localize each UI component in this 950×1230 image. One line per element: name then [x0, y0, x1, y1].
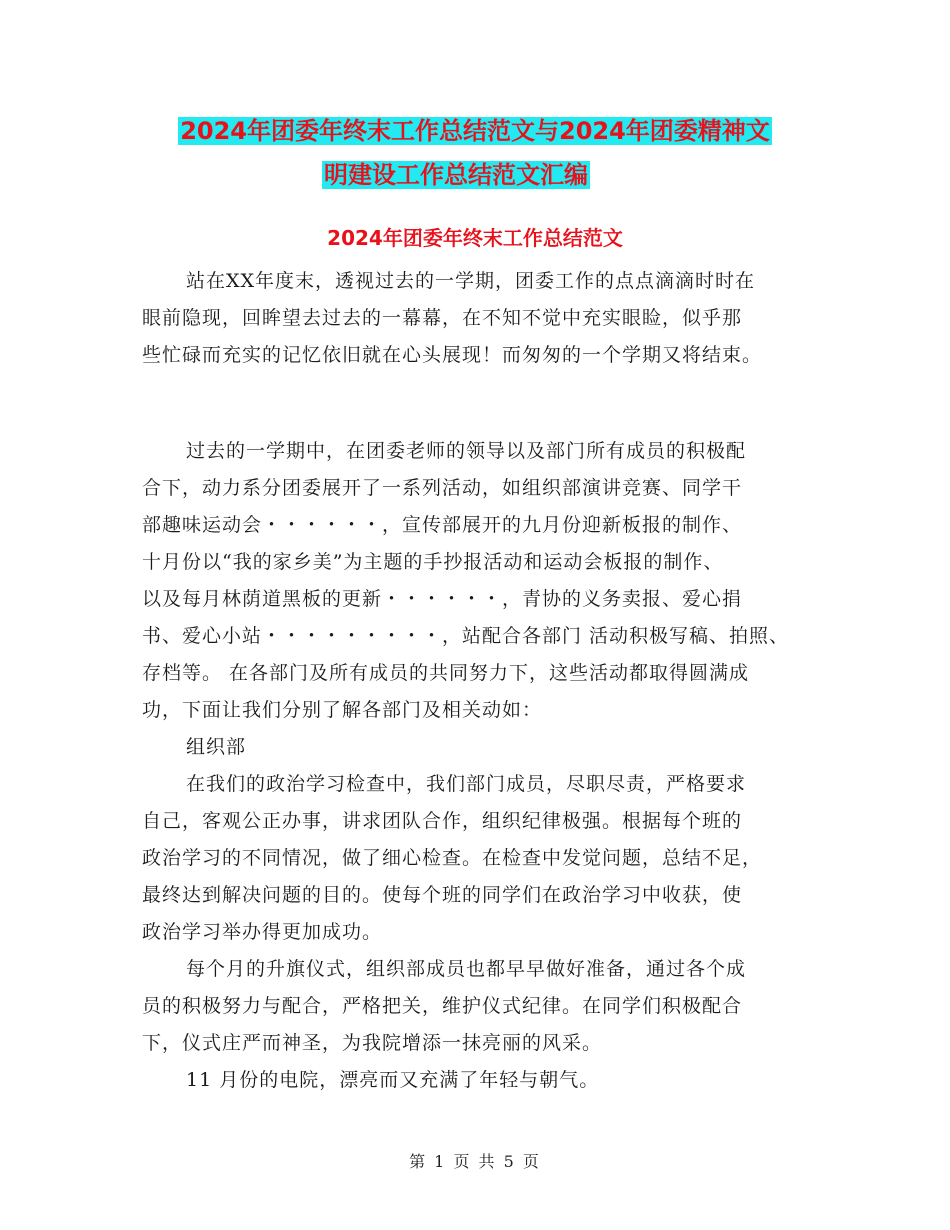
paragraph-line: 功，下面让我们分别了解各部门及相关动如：: [142, 699, 543, 721]
paragraph-line: 自己，客观公正办事，讲求团队合作，组织纪律极强。根据每个班的: [142, 810, 743, 832]
document-title-text-2: 明建设工作总结范文汇编: [324, 161, 588, 189]
paragraph-line: 过去的一学期中，在团委老师的领导以及部门所有成员的积极配: [186, 440, 747, 462]
paragraph-line: 存档等。 在各部门及所有成员的共同努力下，这些活动都取得圆满成: [142, 662, 750, 684]
paragraph-line: 合下，动力系分团委展开了一系列活动，如组织部演讲竞赛、同学干: [142, 477, 743, 499]
document-title-line-2: [0, 155, 950, 195]
paragraph-line: 书、爱心小站・・・・・・・・・，站配合各部门 活动积极写稿、拍照、: [142, 625, 790, 647]
paragraph-line: 站在XX年度末，透视过去的一学期，团委工作的点点滴滴时时在: [186, 270, 756, 292]
page-number-footer: 第 1 页 共 5 页: [409, 1152, 541, 1171]
paragraph-line: 政治学习举办得更加成功。: [142, 921, 383, 943]
paragraph-line: 十月份以“我的家乡美”为主题的手抄报活动和运动会板报的制作、: [142, 551, 724, 573]
paragraph-line: 些忙碌而充实的记忆依旧就在心头展现！而匆匆的一个学期又将结束。: [142, 344, 763, 366]
paragraph-line: 在我们的政治学习检查中，我们部门成员，尽职尽责，严格要求: [186, 773, 747, 795]
paragraph-line: 以及每月林荫道黑板的更新・・・・・・，青协的义务卖报、爱心捐: [142, 588, 743, 610]
paragraph-line: 政治学习的不同情况，做了细心检查。在检查中发觉问题，总结不足，: [142, 847, 763, 869]
paragraph-line: 11 月份的电院，漂亮而又充满了年轻与朝气。: [186, 1069, 600, 1091]
paragraph-line: 下，仪式庄严而神圣，为我院增添一抹亮丽的风采。: [142, 1032, 603, 1054]
paragraph-line: 眼前隐现，回眸望去过去的一幕幕，在不知不觉中充实眼睑，似乎那: [142, 307, 743, 329]
paragraph-line: 部趣味运动会・・・・・・，宣传部展开的九月份迎新板报的制作、: [142, 514, 743, 536]
paragraph-line: 每个月的升旗仪式，组织部成员也都早早做好准备，通过各个成: [186, 958, 747, 980]
subsection-heading: 组织部: [186, 736, 247, 758]
section-title: 2024年团委年终末工作总结范文: [327, 226, 623, 250]
paragraph-line: 最终达到解决问题的目的。使每个班的同学们在政治学习中收获，使: [142, 884, 743, 906]
paragraph-line: 员的积极努力与配合，严格把关，维护仪式纪律。在同学们积极配合: [142, 995, 743, 1017]
document-title-line-1: [0, 111, 950, 151]
document-title-text-1: 2024年团委年终末工作总结范文与2024年团委精神文: [180, 117, 770, 145]
